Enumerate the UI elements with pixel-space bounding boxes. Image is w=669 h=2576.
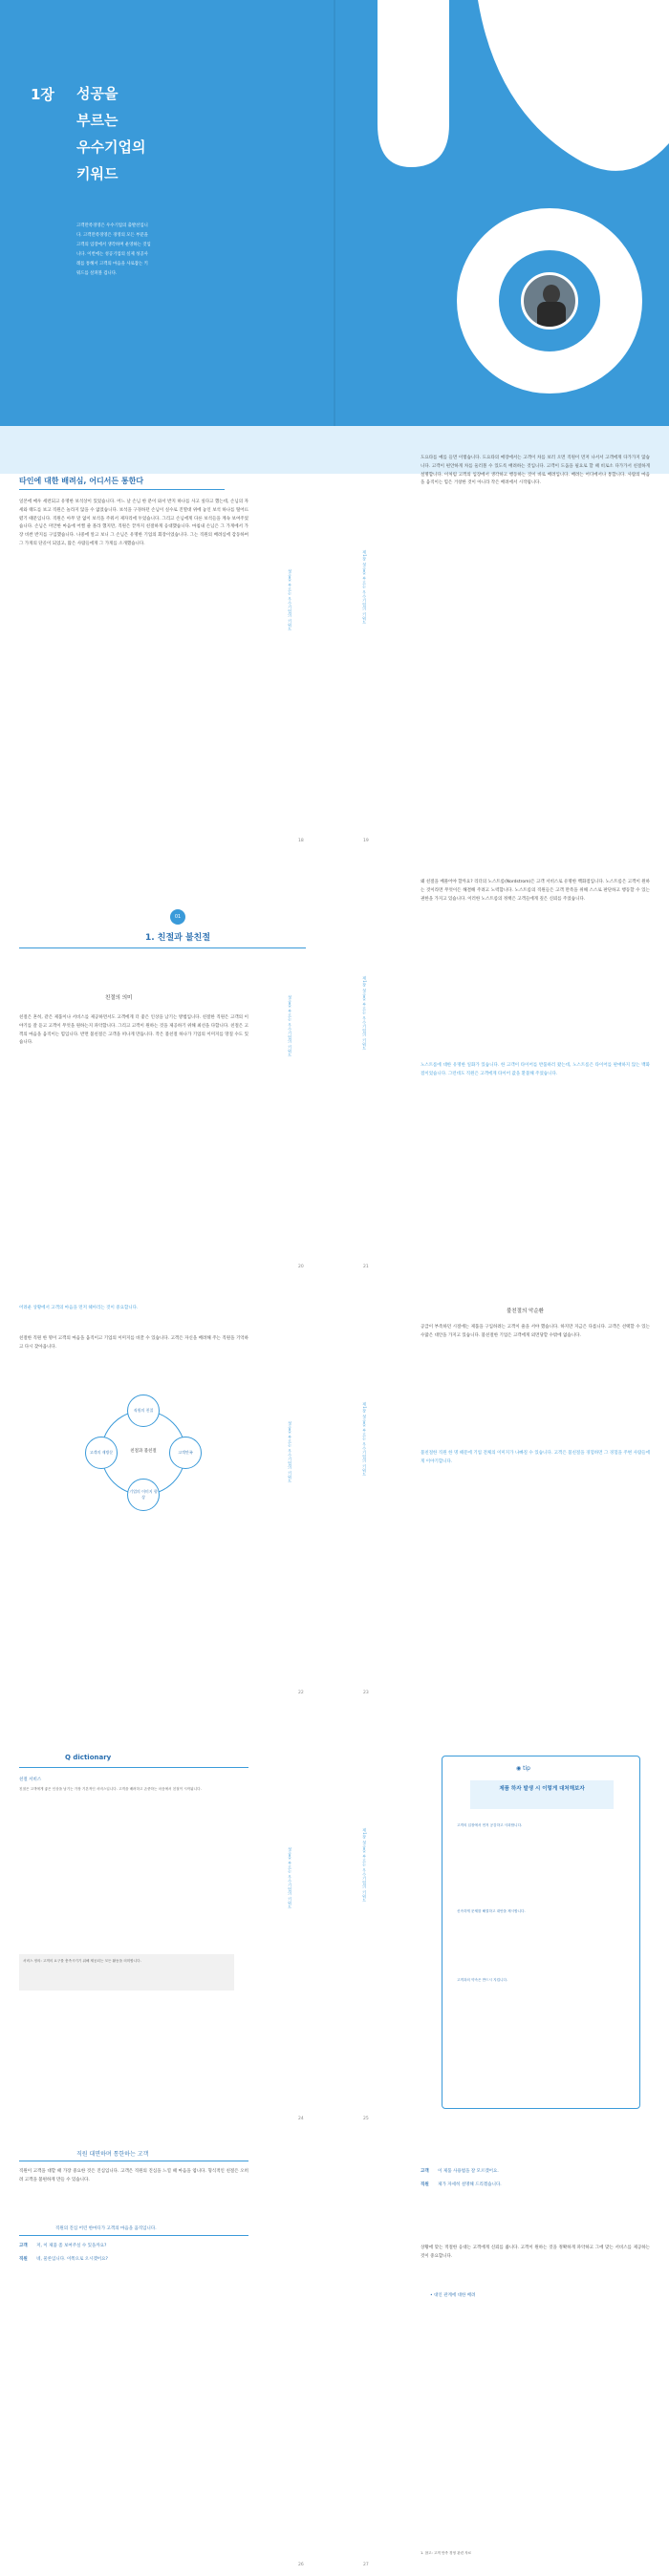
heading-rule <box>19 489 225 490</box>
spread-6 <box>0 2130 669 2576</box>
diagram-node: 기업의 이미지 향상 <box>127 1479 160 1511</box>
dialog-line <box>421 2182 650 2187</box>
body-text-left: 일본에 매우 세련되고 유명한 보석상이 있었습니다. 어느 날 손님 한 분이 와서 반지 하나를 사고 싶다고 했는데, 손님의 자세와 태도를 보고 직원은 놀라지 않을 수 없었습니다. 보석을 구경하던 손님이 실수로 진열대 위에 놓인 보석 하나를 떨어뜨렸기 때문입니다. 직원은 아무 말 없이 보석을 주워서 제자리에 두었습니다. 그리고 손님에게 다른 보석들을 계속 보여주었습니다. 손님은 미안한 마음에 어쩔 줄 몰라 했지만, 직원은 끝까지 친절하게 응대했습니다. 마침내 손님은 그 가게에서 가장 비싼 반지를 구입했습니다. 나중에 알고 보니 그 손님은 유명한 기업의 회장이었습니다. 그는 직원의 배려심에 감동하여 그 가게의 단골이 되었고, 많은 사람들에게 그 가게를 소개했습니다. <box>19 500 248 546</box>
spread-4 <box>0 1278 669 1704</box>
left-quote: 직원의 진심 어린 한마디가 고객의 마음을 움직입니다. <box>55 2226 157 2231</box>
running-head-left: 성공을 부르는 우수기업의 키워드 <box>288 569 292 631</box>
quote-text: 노스트롬에 대한 유명한 일화가 있습니다. 한 고객이 타이어를 반품하러 왔는데, 노스트롬은 타이어를 판매하지 않는 백화점이었습니다. 그런데도 직원은 고객에게 타이어 값을 환불해 주었습니다. <box>421 1063 650 1076</box>
title-rule <box>19 947 306 948</box>
tip-item-text: 고객과의 약속은 반드시 지킵니다. <box>457 1978 508 1982</box>
quote-rule <box>19 2235 248 2236</box>
running-head-left: 성공을 부르는 우수기업의 키워드 <box>288 1847 292 1909</box>
chapter-intro: 고객만족경영은 우수기업의 출발선입니다. 고객만족경영은 경영의 모든 부분을 고객의 입장에서 생각하며 운영하는 것입니다. 이번에는 성공기업의 실제 성공사례를 통해서 고객의 마음을 사로잡는 키워드를 살펴볼 겁니다. <box>76 224 151 276</box>
subheading: 친절의 의미 <box>105 995 133 1001</box>
quote-text: 불친절한 직원 한 명 때문에 기업 전체의 이미지가 나빠질 수 있습니다. 고객은 불친절을 경험하면 그 경험을 주변 사람들에게 이야기합니다. <box>421 1451 650 1464</box>
section-title: 1. 친절과 불친절 <box>144 933 211 943</box>
right-heading: • 대인 관계에 대한 배려 <box>430 2293 476 2298</box>
tip-item-text: 신속하게 문제를 해결하고 대안을 제시합니다. <box>457 1909 526 1913</box>
body-text-right: 공급이 부족하던 시절에는 제품을 구입하려는 고객이 줄을 서야 했습니다. 하지만 지금은 다릅니다. 고객은 선택할 수 있는 수많은 대안을 가지고 있습니다. 불친절한 기업은 고객에게 외면당할 수밖에 없습니다. <box>421 1325 650 1338</box>
body-text-left: 친절한 직원 한 명이 고객의 마음을 움직이고 기업의 이미지를 바꿀 수 있습니다. 고객은 자신을 배려해 주는 직원을 기억하고 다시 찾아옵니다. <box>19 1336 248 1350</box>
page-number: 24 <box>298 2117 304 2121</box>
spread-1 <box>0 0 669 426</box>
dialog-right <box>421 2168 650 2187</box>
dictionary-title: Q dictionary <box>65 1754 112 1761</box>
body-text-right: 도요타를 예를 들면 이렇습니다. 도요타의 매장에서는 고객이 차를 보러 오면 직원이 먼저 나서서 고객에게 다가가지 않습니다. 고객이 편안하게 차를 둘러볼 수 있도록 배려하는 것입니다. 고객이 도움을 필요로 할 때 비로소 다가가서 친절하게 설명합니다. 이처럼 고객의 입장에서 생각하고 행동하는 것이 바로 배려입니다. 배려는 어디에서나 통합니다. 사람의 마음을 움직이는 힘은 거창한 것이 아니라 작은 배려에서 시작됩니다. <box>421 456 650 486</box>
portrait-photo <box>521 272 578 330</box>
running-head-right: 제1장 성공을 부르는 우수기업의 키워드 <box>362 550 367 625</box>
dictionary-note: 서비스 정의: 고객의 요구를 충족시키기 위해 제공되는 모든 활동을 의미합니다. <box>23 1959 141 1963</box>
title-line: 부르는 <box>76 112 119 129</box>
page-number: 26 <box>298 2563 304 2567</box>
body-text-left: 친절은 흔히, 같은 제품이나 서비스를 제공하면서도 고객에게 더 좋은 인상을 남기는 방법입니다. 친절한 직원은 고객의 이야기를 잘 듣고 고객이 무엇을 원하는지 파악합니다. 그리고 고객이 원하는 것을 제공하기 위해 최선을 다합니다. 친절은 고객의 마음을 움직이는 힘입니다. 반면 불친절은 고객을 떠나게 만듭니다. 작은 불친절 하나가 기업의 이미지를 망칠 수도 있습니다. <box>19 1015 248 1046</box>
running-head-right: 제1장 성공을 부르는 우수기업의 키워드 <box>362 1402 367 1477</box>
dictionary-term: 친절 서비스 <box>19 1778 42 1782</box>
title-line: 우수기업의 <box>76 138 146 156</box>
tip-title: 제품 하자 발생 시 이렇게 대처해보자 <box>499 1786 585 1792</box>
dialog-speaker: 고객 <box>19 2244 28 2248</box>
running-head-left: 성공을 부르는 우수기업의 키워드 <box>288 995 292 1057</box>
running-head-right: 제1장 성공을 부르는 우수기업의 키워드 <box>362 1828 367 1903</box>
title-line: 성공을 <box>76 85 119 102</box>
page-number: 20 <box>298 1265 304 1269</box>
dialog-speaker: 직원 <box>421 2182 429 2187</box>
page-number: 19 <box>363 839 369 843</box>
intro-text: 어려운 상황에서 고객의 마음을 먼저 헤아리는 것이 중요합니다. <box>19 1306 139 1310</box>
dialog-line <box>421 2168 650 2174</box>
right-heading: 불친절의 악순환 <box>507 1309 544 1314</box>
page-number: 27 <box>363 2563 369 2567</box>
spread-2 <box>0 426 669 852</box>
running-head-right: 제1장 성공을 부르는 우수기업의 키워드 <box>362 976 367 1051</box>
diagram-node: 고객의 재방문 <box>85 1437 118 1469</box>
dialog-left <box>19 2243 248 2262</box>
spread-3 <box>0 852 669 1278</box>
page-number: 18 <box>298 839 304 843</box>
tip-label <box>516 1765 530 1772</box>
dialog-line <box>19 2256 248 2262</box>
diagram-node: 고객만족 <box>169 1437 202 1469</box>
lightbulb-icon: ◉ <box>516 1765 524 1772</box>
body-text-left: 직원이 고객을 대할 때 가장 중요한 것은 진심입니다. 고객은 직원의 진심을 느낄 때 마음을 엽니다. 형식적인 친절은 오히려 고객을 불편하게 만들 수 있습니다. <box>19 2169 248 2182</box>
running-head-left: 성공을 부르는 우수기업의 키워드 <box>288 1421 292 1483</box>
dialog-text: 저, 이 제품 좀 보여주실 수 있을까요? <box>36 2244 107 2248</box>
tip-label-text: tip <box>523 1765 530 1772</box>
chapter-title <box>76 80 145 187</box>
dictionary-text: 친절은 고객에게 좋은 인상을 남기는 가장 기본적인 서비스입니다. 고객을 배려하고 존중하는 마음에서 친절이 시작됩니다. <box>19 1787 202 1791</box>
body-text-right: 왜 친절을 베풀어야 할까요? 리더의 노스트롬(Nordstrom)은 고객 서비스로 유명한 백화점입니다. 노스트롬은 고객이 원하는 것이라면 무엇이든 해결해 주려고 노력합니다. 노스트롬의 직원들은 고객 만족을 위해 스스로 판단하고 행동할 수 있는 권한을 가지고 있습니다. 이러한 노스트롬의 정책은 고객들에게 깊은 신뢰를 주었습니다. <box>421 880 650 902</box>
dialog-speaker: 고객 <box>421 2169 429 2174</box>
title-line: 키워드 <box>76 165 119 182</box>
dialog-text: 네, 물론입니다. 이쪽으로 오시겠어요? <box>36 2257 108 2262</box>
cycle-diagram <box>81 1391 205 1515</box>
section-heading: 직원 대면하며 통한하는 고객 <box>76 2151 149 2158</box>
dictionary-rule <box>19 1767 248 1768</box>
page-number: 22 <box>298 1691 304 1695</box>
page-number: 25 <box>363 2117 369 2121</box>
diagram-center: 친절과 불친절 <box>130 1449 157 1454</box>
section-badge: 01 <box>170 909 185 925</box>
page-number: 21 <box>363 1265 369 1269</box>
tip-item <box>457 1977 629 1983</box>
section-heading: 타인에 대한 배려심, 어디서든 통한다 <box>19 477 144 485</box>
spine <box>334 0 335 426</box>
tip-item <box>457 1908 629 1914</box>
tip-item <box>457 1822 629 1828</box>
page-number: 23 <box>363 1691 369 1695</box>
dialog-text: 제가 자세히 설명해 드리겠습니다. <box>438 2182 502 2187</box>
spread-5 <box>0 1704 669 2130</box>
dialog-speaker: 직원 <box>19 2257 28 2262</box>
dialog-line <box>19 2243 248 2248</box>
dialog-text: 이 제품 사용법을 잘 모르겠어요. <box>438 2169 499 2174</box>
tip-item-text: 고객의 입장에서 먼저 공감하고 사과합니다. <box>457 1823 523 1827</box>
body-text-right: 상황에 맞는 적절한 응대는 고객에게 신뢰를 줍니다. 고객이 원하는 것을 정확하게 파악하고 그에 맞는 서비스를 제공하는 것이 중요합니다. <box>421 2246 650 2259</box>
diagram-node: 직원의 친절 <box>127 1394 160 1427</box>
chapter-number: 1장 <box>31 86 54 103</box>
footnote: 1. 참고: 고객 만족 경영 관련 자료 <box>421 2551 472 2555</box>
